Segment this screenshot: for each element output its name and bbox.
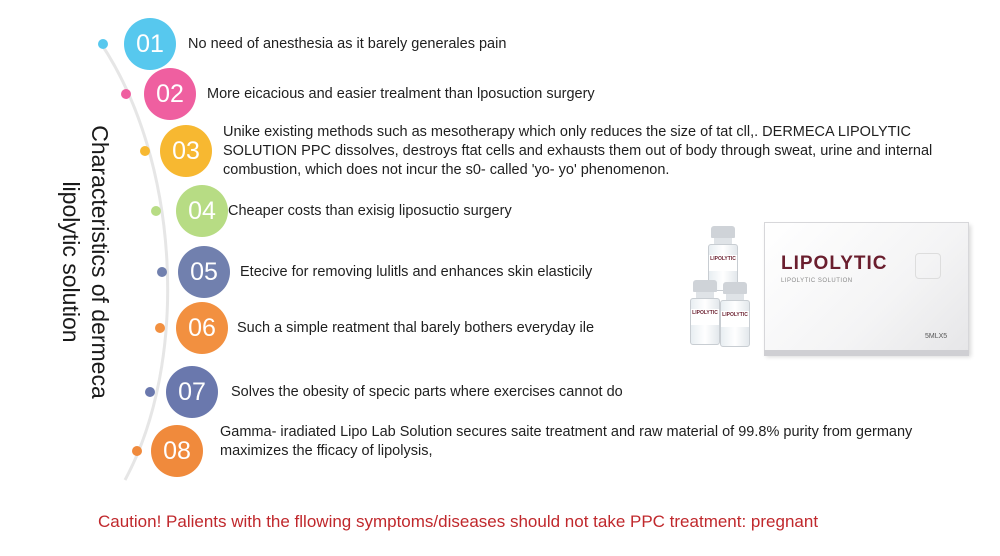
- feature-text: Such a simple reatment thal barely bothers everyday ile: [237, 319, 595, 336]
- feature-text: Solves the obesity of specic parts where exercises cannot do: [231, 383, 623, 400]
- number-badge: [176, 302, 228, 354]
- product-subtitle: LIPOLYTIC SOLUTION: [781, 278, 853, 284]
- vial: [720, 282, 750, 347]
- feature-text: Etecive for removing lulitls and enhances skin elasticily: [240, 263, 593, 280]
- caution-note: Caution! Palients with the fllowing symptoms/diseases should not take PPC treatment: pregnant: [98, 512, 819, 531]
- vertical-title: [56, 125, 114, 399]
- title-line-2: lipolytic solution: [58, 181, 84, 343]
- vial: [690, 280, 720, 345]
- title-line-1: Characteristics of dermeca: [87, 125, 113, 399]
- product-quantity: 5MLX5: [925, 333, 948, 340]
- timeline-dot: [140, 146, 150, 156]
- number-badge: [151, 425, 203, 477]
- timeline-dot: [121, 89, 131, 99]
- timeline-dot: [132, 446, 142, 456]
- feature-text: More eicacious and easier trealment than lposuction surgery: [207, 85, 595, 102]
- product-brand: LIPOLYTIC: [781, 253, 888, 274]
- product-image: [682, 212, 972, 362]
- vial-label: LIPOLYTIC: [721, 311, 749, 327]
- badge-number: 02: [156, 79, 184, 108]
- timeline-dot: [157, 267, 167, 277]
- brand-emblem-icon: [915, 253, 941, 279]
- feature-text: Gamma- iradiated Lipo Lab Solution secures saite treatment and raw material of 99.8% purity from germany maximizes the fficacy of lipolysis,: [220, 423, 913, 459]
- timeline-dot: [98, 39, 108, 49]
- feature-text: Cheaper costs than exisig liposuctio surgery: [228, 202, 512, 219]
- number-badge: [144, 68, 196, 120]
- number-badge: [160, 125, 212, 177]
- badge-number: 03: [172, 136, 200, 165]
- number-badge: [166, 366, 218, 418]
- feature-text: No need of anesthesia as it barely generales pain: [188, 35, 507, 52]
- badge-number: 04: [188, 196, 216, 225]
- vial-label: LIPOLYTIC: [691, 309, 719, 325]
- timeline-dot: [145, 387, 155, 397]
- box-edge: [764, 350, 969, 356]
- badge-number: 08: [163, 436, 191, 465]
- timeline-dot: [151, 206, 161, 216]
- badge-number: 06: [188, 313, 216, 342]
- timeline-dot: [155, 323, 165, 333]
- badge-number: 07: [178, 377, 206, 406]
- number-badge: [176, 185, 228, 237]
- feature-text: Unike existing methods such as mesotherapy which only reduces the size of tat cll,. DERMECA LIPOLYTIC SOLUTION PPC dissolves, destroys ftat cells and exhausts them out of body through sweat, urine and internal combustion, which does not incur the s0- called 'yo- yo' phenomenon.: [223, 123, 933, 178]
- badge-number: 01: [136, 29, 164, 58]
- number-badge: [124, 18, 176, 70]
- vial-label: LIPOLYTIC: [709, 255, 737, 271]
- number-badge: [178, 246, 230, 298]
- badge-number: 05: [190, 257, 218, 286]
- product-box: [764, 222, 969, 354]
